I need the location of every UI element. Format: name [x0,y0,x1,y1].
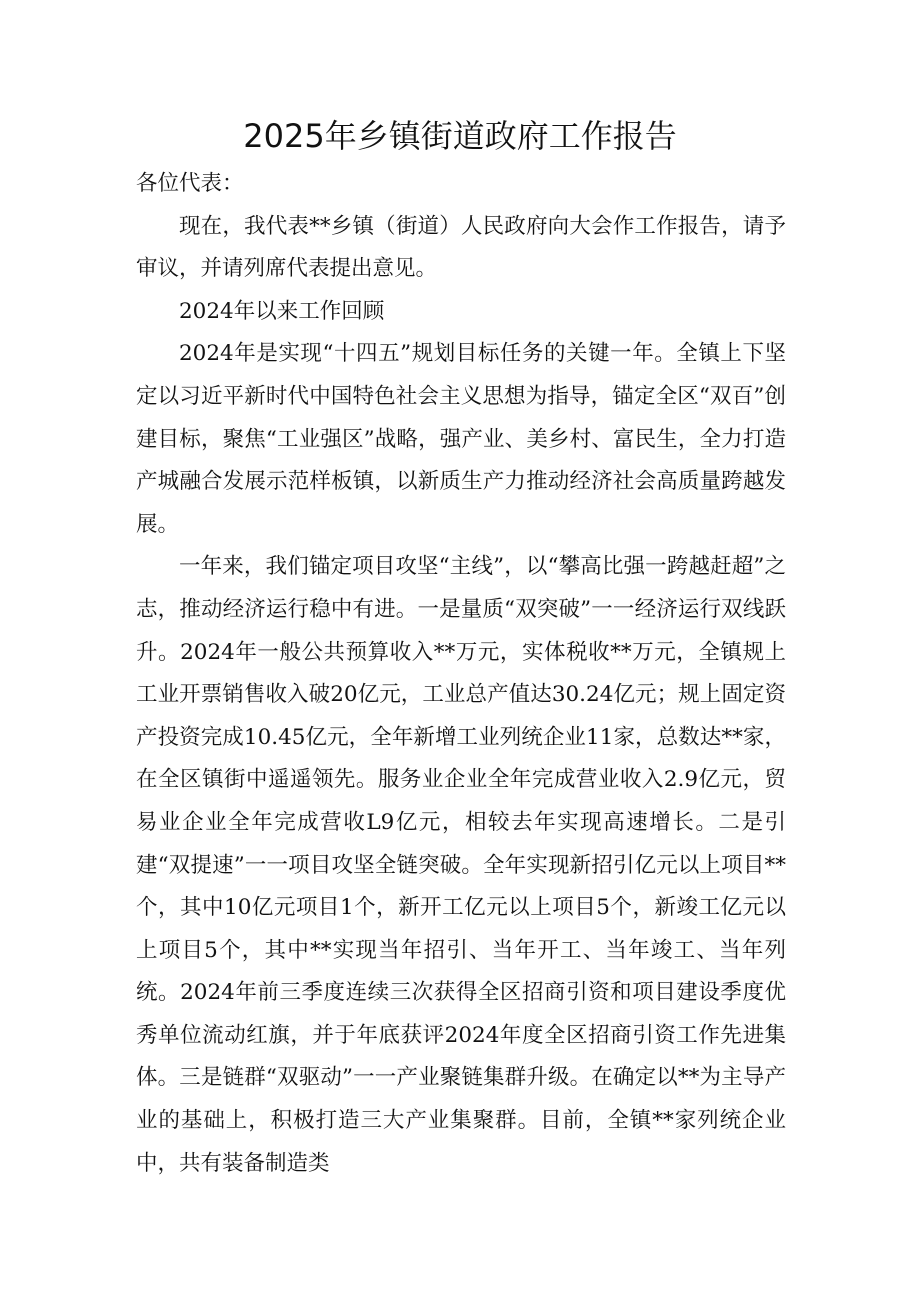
opening-paragraph: 现在，我代表**乡镇（街道）人民政府向大会作工作报告，请予审议，并请列席代表提出意见。 [136,213,786,282]
document-title: 2025年乡镇街道政府工作报告 [243,117,677,155]
review-paragraph: 2024年是实现“十四五”规划目标任务的关键一年。全镇上下坚定以习近平新时代中国特色社会主义思想为指导，锚定全区“双百”创建目标，聚焦“工业强区”战略，强产业、美乡村、富民生，全力打造产城融合发展示范样板镇，以新质生产力推动经济社会高质量跨越发展。 [136,341,786,537]
achievements-paragraph: 一年来，我们锚定项目攻坚“主线”，以“攀高比强一跨越赶超”之志，推动经济运行稳中有进。一是量质“双突破”一一经济运行双线跃升。2024年一般公共预算收入**万元，实体税收**万元，全镇规上工业开票销售收入破20亿元，工业总产值达30.24亿元；规上固定资产投资完成10.45亿元，全年新增工业列统企业11家，总数达**家，在全区镇街中遥遥领先。服务业企业全年完成营业收入2.9亿元，贸易业企业全年完成营收L9亿元，相较去年实现高速增长。二是引建“双提速”一一项目攻坚全链突破。全年实现新招引亿元以上项目**个，其中10亿元项目1个，新开工亿元以上项目5个，新竣工亿元以上项目5个，其中**实现当年招引、当年开工、当年竣工、当年列统。2024年前三季度连续三次获得全区招商引资和项目建设季度优秀单位流动红旗，并于年底获评2024年度全区招商引资工作先进集体。三是链群“双驱动”一一产业聚链集群升级。在确定以**为主导产业的基础上，积极打造三大产业集聚群。目前，全镇**家列统企业中，共有装备制造类 [136,554,786,1176]
salutation: 各位代表： [136,171,244,196]
section-heading: 2024年以来工作回顾 [179,298,385,324]
document-body [136,163,786,1185]
